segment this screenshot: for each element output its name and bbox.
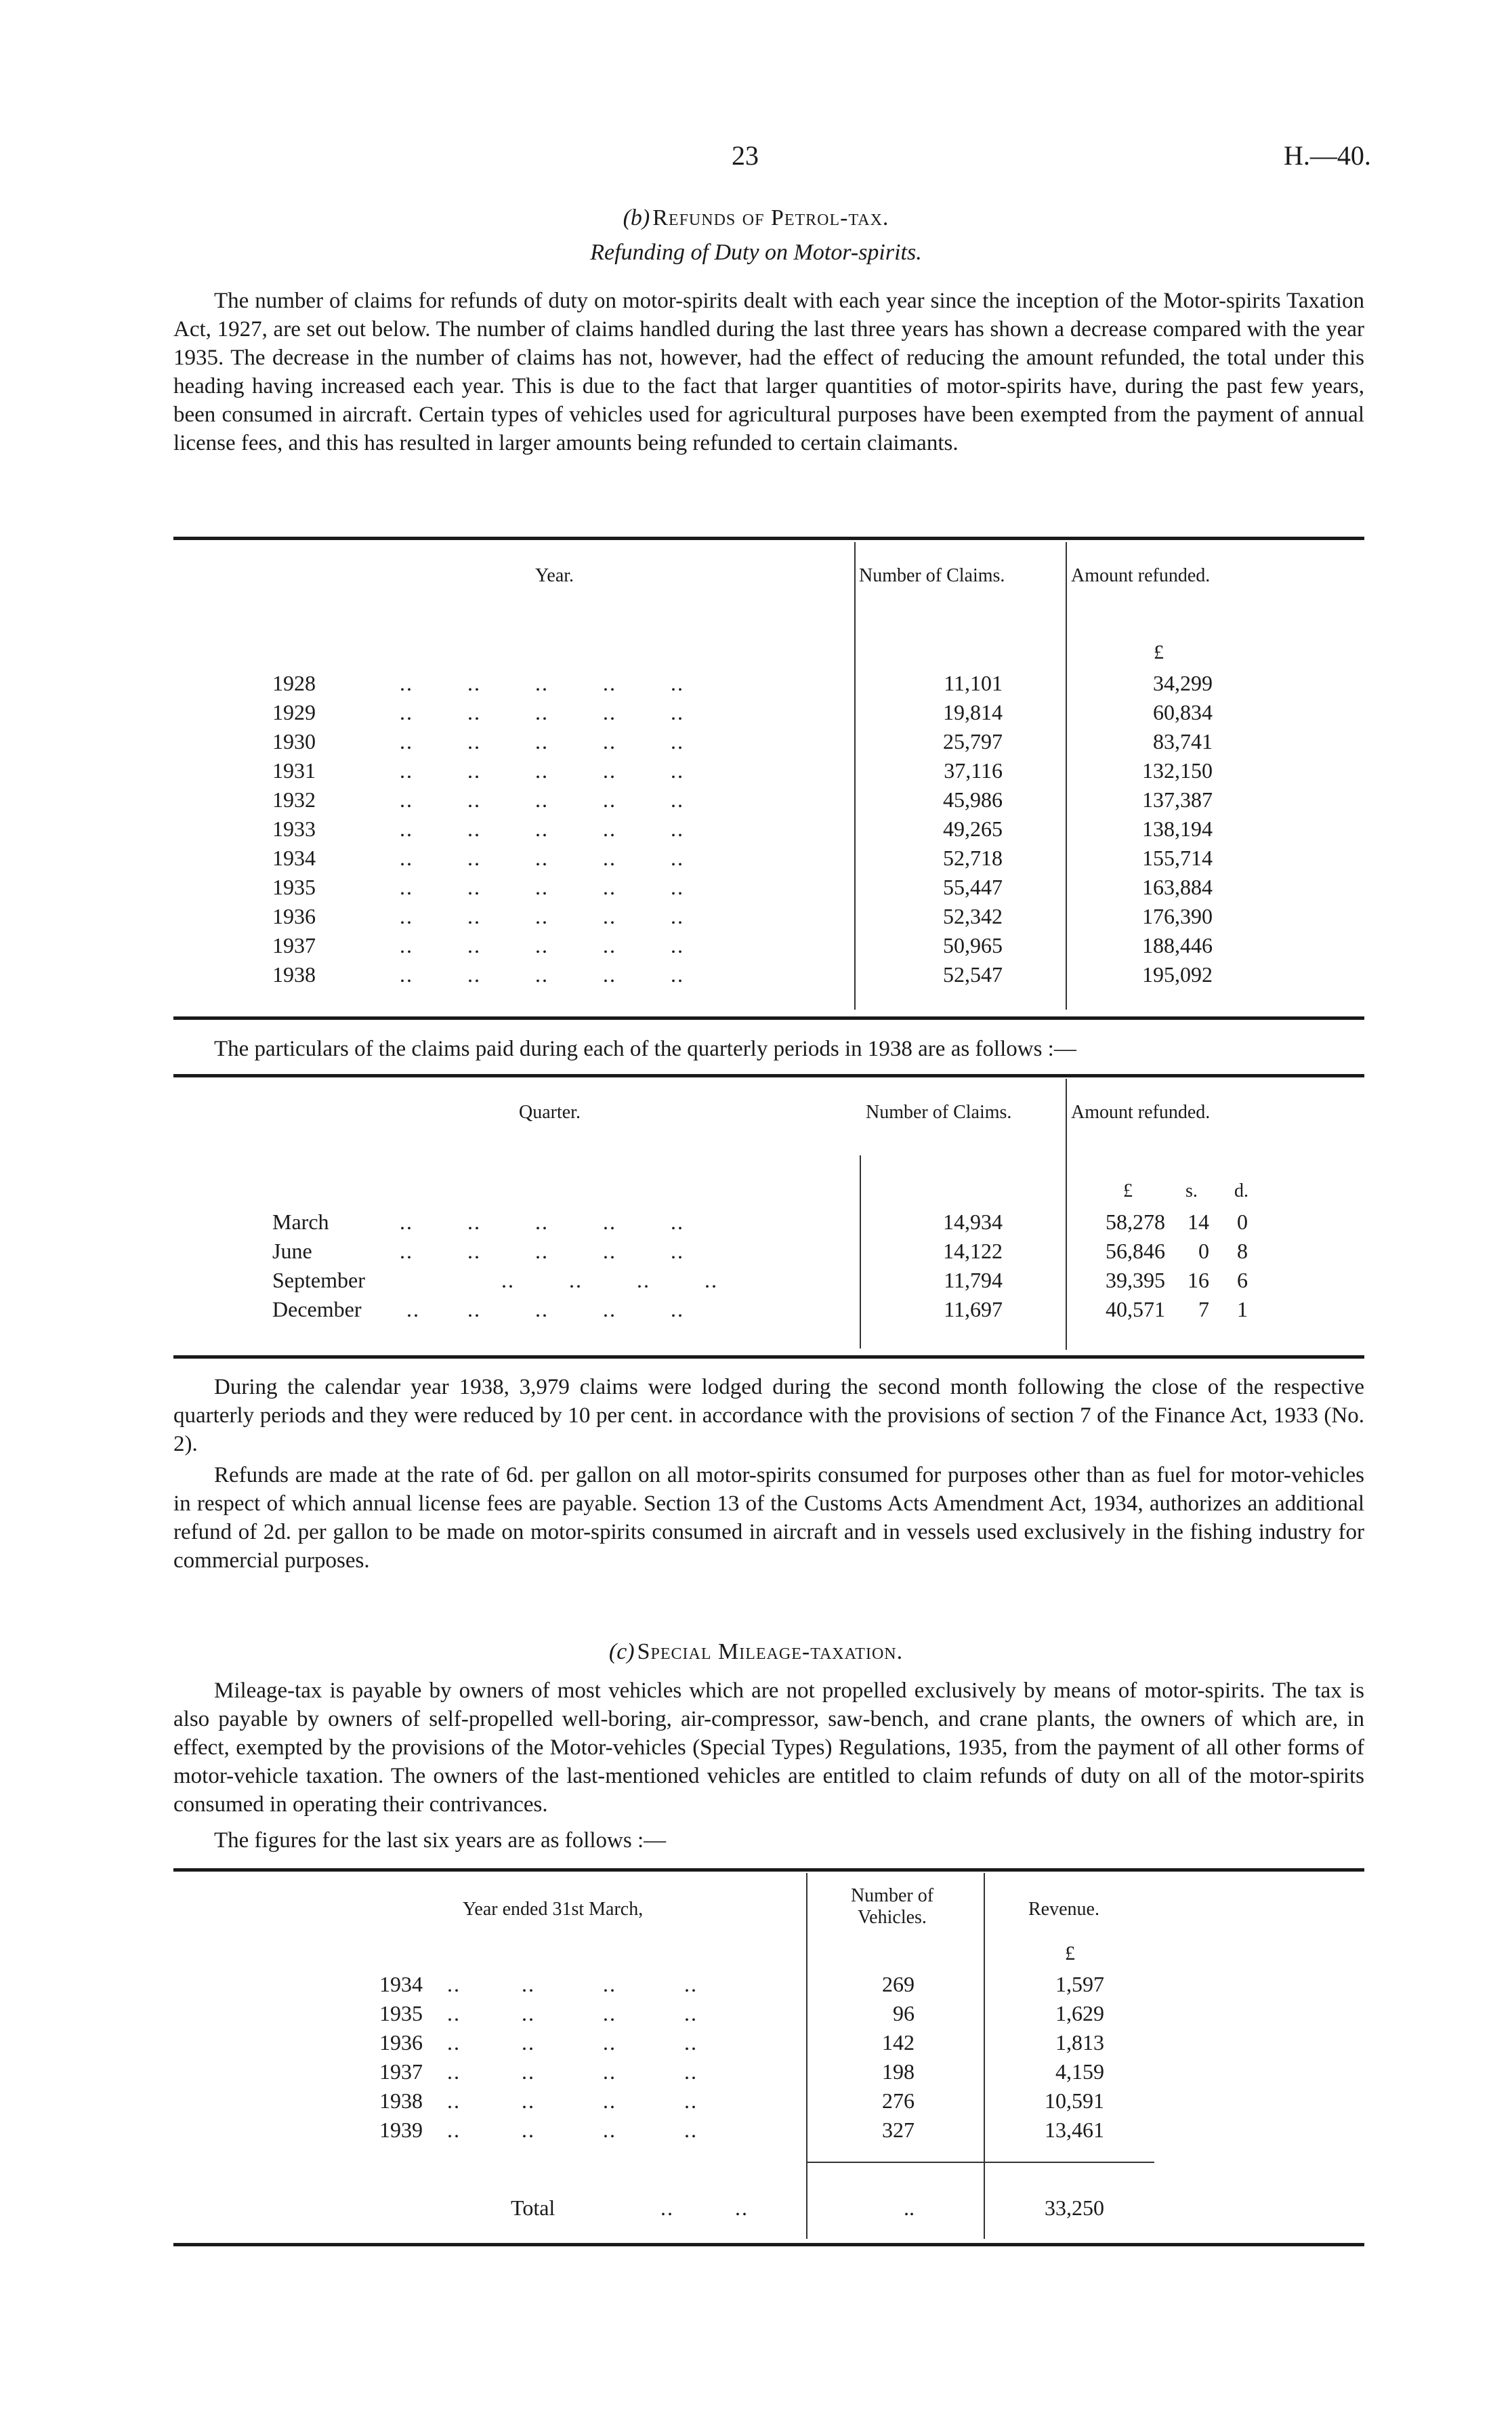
table2-claims: 14,934 <box>943 1210 1003 1234</box>
table1-claims: 25,797 <box>943 729 1003 754</box>
table2-pence: 8 <box>1237 1239 1248 1263</box>
table1-header-claims: Number of Claims. <box>859 565 1005 586</box>
table3-year: 1936 <box>379 2030 423 2055</box>
table3-revenue: 1,629 <box>1055 2001 1104 2025</box>
section-c-letter: (c) <box>608 1639 635 1664</box>
table3-header-vehicles-line1: Number of <box>850 1885 934 1906</box>
table1-amount: 155,714 <box>1142 846 1213 870</box>
table2-unit-pence: d. <box>1234 1180 1248 1201</box>
table1-year: 1936 <box>272 904 316 928</box>
table3-vehicles: 142 <box>882 2030 915 2055</box>
table3-vehicles: 276 <box>882 2088 915 2113</box>
table2-claims: 14,122 <box>943 1239 1003 1263</box>
table1-amount: 188,446 <box>1142 933 1213 957</box>
table1-claims: 55,447 <box>943 875 1003 899</box>
table1-claims: 49,265 <box>943 817 1003 841</box>
table3-revenue: 1,597 <box>1055 1972 1104 1996</box>
table2-top-rule <box>173 1074 1364 1077</box>
table3-header-revenue: Revenue. <box>1028 1899 1099 1920</box>
table1-claims: 52,342 <box>943 904 1003 928</box>
table3-divider-1 <box>806 1873 807 2239</box>
table3-revenue: 1,813 <box>1055 2030 1104 2055</box>
table2-header-amount: Amount refunded. <box>1071 1102 1211 1123</box>
table1-claims: 11,101 <box>944 671 1003 695</box>
table1-claims: 45,986 <box>943 787 1003 812</box>
section-b-paragraph: The number of claims for refunds of duty on motor-spirits dealt with each year since the inception of the Motor-spirits Taxation Act, 1927, are set out below. The number of claims handled during the last three years has shown a decrease compared with the year 1935. The decrease in the number of claims has not, however, had the effect of reducing the amount refunded, the total under this heading having increased each year. This is due to the fact that larger quantities of motor-spirits have, during the past few years, been consumed in aircraft. Certain types of vehicles used for agricultural purposes have been exempted from the payment of annual license fees, and this has resulted in larger amounts being refunded to certain claimants. <box>173 289 1364 455</box>
table1-header-amount: Amount refunded. <box>1071 565 1211 586</box>
table3-year: 1937 <box>379 2059 423 2084</box>
table1-amount: 137,387 <box>1142 787 1213 812</box>
table3-header-vehicles <box>807 1885 977 1929</box>
table1-year: 1932 <box>272 787 316 812</box>
table3-divider-2 <box>984 1873 985 2239</box>
table1-year: 1937 <box>272 933 316 957</box>
table2-quarter: June <box>272 1239 312 1263</box>
table1-amount: 83,741 <box>1153 729 1213 754</box>
table1-year: 1938 <box>272 962 316 987</box>
table3-total-revenue: 33,250 <box>1045 2196 1104 2220</box>
table1-amount: 60,834 <box>1153 700 1213 724</box>
section-b-heading <box>0 205 1512 231</box>
table2-unit-shillings: s. <box>1185 1180 1198 1201</box>
table1-divider-2 <box>1066 542 1067 1010</box>
table1-amount: 195,092 <box>1142 962 1213 987</box>
table1-year: 1935 <box>272 875 316 899</box>
table2-pence: 6 <box>1237 1268 1248 1292</box>
table2-quarter: December <box>272 1297 362 1321</box>
table1-currency: £ <box>1154 641 1164 663</box>
section-c-intro: The figures for the last six years are as follows :— <box>214 1828 667 1853</box>
table1-amount: 163,884 <box>1142 875 1213 899</box>
table2-claims: 11,697 <box>944 1297 1003 1321</box>
section-c-title: Special Mileage-taxation. <box>637 1639 904 1664</box>
table2-bottom-rule <box>173 1355 1364 1359</box>
table1-claims: 52,718 <box>943 846 1003 870</box>
table2-claims: 11,794 <box>944 1268 1003 1292</box>
table1-amount: 34,299 <box>1153 671 1213 695</box>
section-b-title: Refunds of Petrol-tax. <box>652 205 889 230</box>
table2-pounds: 56,846 <box>1106 1239 1165 1263</box>
table3-revenue: 13,461 <box>1045 2118 1104 2142</box>
table2-quarter: March <box>272 1210 329 1234</box>
table3-top-rule <box>173 1868 1364 1872</box>
table3-header-year: Year ended 31st March, <box>463 1899 644 1920</box>
table1-amount: 132,150 <box>1142 758 1213 783</box>
table3-currency: £ <box>1065 1942 1075 1964</box>
refund-claims-paragraph: During the calendar year 1938, 3,979 claims were lodged during the second month following the close of the respective quarterly periods and they were reduced by 10 per cent. in accordance with the provisions of section 7 of the Finance Act, 1933 (No. 2). <box>173 1375 1364 1456</box>
table3-header-vehicles-line2: Vehicles. <box>858 1907 927 1928</box>
table3-revenue: 10,591 <box>1045 2088 1104 2113</box>
table1-amount: 176,390 <box>1142 904 1213 928</box>
table2-quarter: September <box>272 1268 365 1292</box>
table3-year: 1938 <box>379 2088 423 2113</box>
table2-header-claims: Number of Claims. <box>866 1102 1012 1123</box>
table1-bottom-rule <box>173 1016 1364 1020</box>
table1-amount: 138,194 <box>1142 817 1213 841</box>
table1-year: 1931 <box>272 758 316 783</box>
table2-divider-2 <box>1066 1079 1067 1350</box>
section-c-paragraph: Mileage-tax is payable by owners of most vehicles which are not propelled exclusively by means of motor-spirits. The tax is also payable by owners of self-propelled well-boring, air-compressor, saw-bench, and crane plants, the owners of which are, in effect, exempted by the provisions of the Motor-vehicles (Special Types) Regulations, 1935, from the payment of all other forms of motor-vehicle taxation. The owners of the last-mentioned vehicles are entitled to claim refunds of duty on all of the motor-spirits consumed in operating their contrivances. <box>173 1678 1364 1817</box>
section-b-letter: (b) <box>623 205 650 230</box>
table2-pence: 1 <box>1237 1297 1248 1321</box>
page-number: 23 <box>732 140 759 171</box>
table1-claims: 50,965 <box>943 933 1003 957</box>
table1-year: 1933 <box>272 817 316 841</box>
table3-year: 1935 <box>379 2001 423 2025</box>
section-c-heading <box>0 1639 1512 1665</box>
table3-total-vehicles: .. <box>904 2196 915 2220</box>
table3-year: 1934 <box>379 1972 423 1996</box>
table1-year: 1928 <box>272 671 316 695</box>
section-b-subtitle: Refunding of Duty on Motor-spirits. <box>590 240 922 265</box>
table3-vehicles: 198 <box>882 2059 915 2084</box>
refund-rate-paragraph: Refunds are made at the rate of 6d. per gallon on all motor-spirits consumed for purposes other than as fuel for motor-vehicles in respect of which annual license fees are payable. Section 13 of the Customs Acts Amendment Act, 1934, authorizes an additional refund of 2d. per gallon to be made on motor-spirits consumed in aircraft and in vessels used exclusively in the fishing industry for commercial purposes. <box>173 1463 1364 1573</box>
table2-shillings: 14 <box>1188 1210 1209 1234</box>
table2-shillings: 0 <box>1198 1239 1209 1263</box>
table2-shillings: 7 <box>1198 1297 1209 1321</box>
table2-shillings: 16 <box>1188 1268 1209 1292</box>
table3-vehicles: 269 <box>882 1972 915 1996</box>
table3-vehicles: 327 <box>882 2118 915 2142</box>
table3-revenue: 4,159 <box>1055 2059 1104 2084</box>
table2-pounds: 58,278 <box>1106 1210 1165 1234</box>
table1-claims: 37,116 <box>944 758 1003 783</box>
table2-unit-pounds: £ <box>1123 1180 1133 1201</box>
table2-header-quarter: Quarter. <box>519 1102 581 1123</box>
table2-divider-1 <box>860 1155 861 1348</box>
table1-claims: 19,814 <box>943 700 1003 724</box>
table1-top-rule <box>173 537 1364 540</box>
table1-year: 1930 <box>272 729 316 754</box>
table1-year: 1934 <box>272 846 316 870</box>
quarter-intro: The particulars of the claims paid during each of the quarterly periods in 1938 are as follows :— <box>214 1037 1076 1061</box>
table1-year: 1929 <box>272 700 316 724</box>
table3-year: 1939 <box>379 2118 423 2142</box>
table3-vehicles-total-rule <box>807 2162 984 2163</box>
table3-bottom-rule <box>173 2243 1364 2246</box>
document-reference: H.—40. <box>1284 140 1371 171</box>
table3-revenue-total-rule <box>985 2162 1154 2163</box>
table2-pence: 0 <box>1237 1210 1248 1234</box>
table2-pounds: 39,395 <box>1106 1268 1165 1292</box>
table1-claims: 52,547 <box>943 962 1003 987</box>
table3-total-label: Total <box>511 2196 555 2220</box>
table3-vehicles: 96 <box>893 2001 915 2025</box>
table1-header-year: Year. <box>535 565 574 586</box>
table1-divider-1 <box>854 542 856 1010</box>
table2-pounds: 40,571 <box>1106 1297 1165 1321</box>
